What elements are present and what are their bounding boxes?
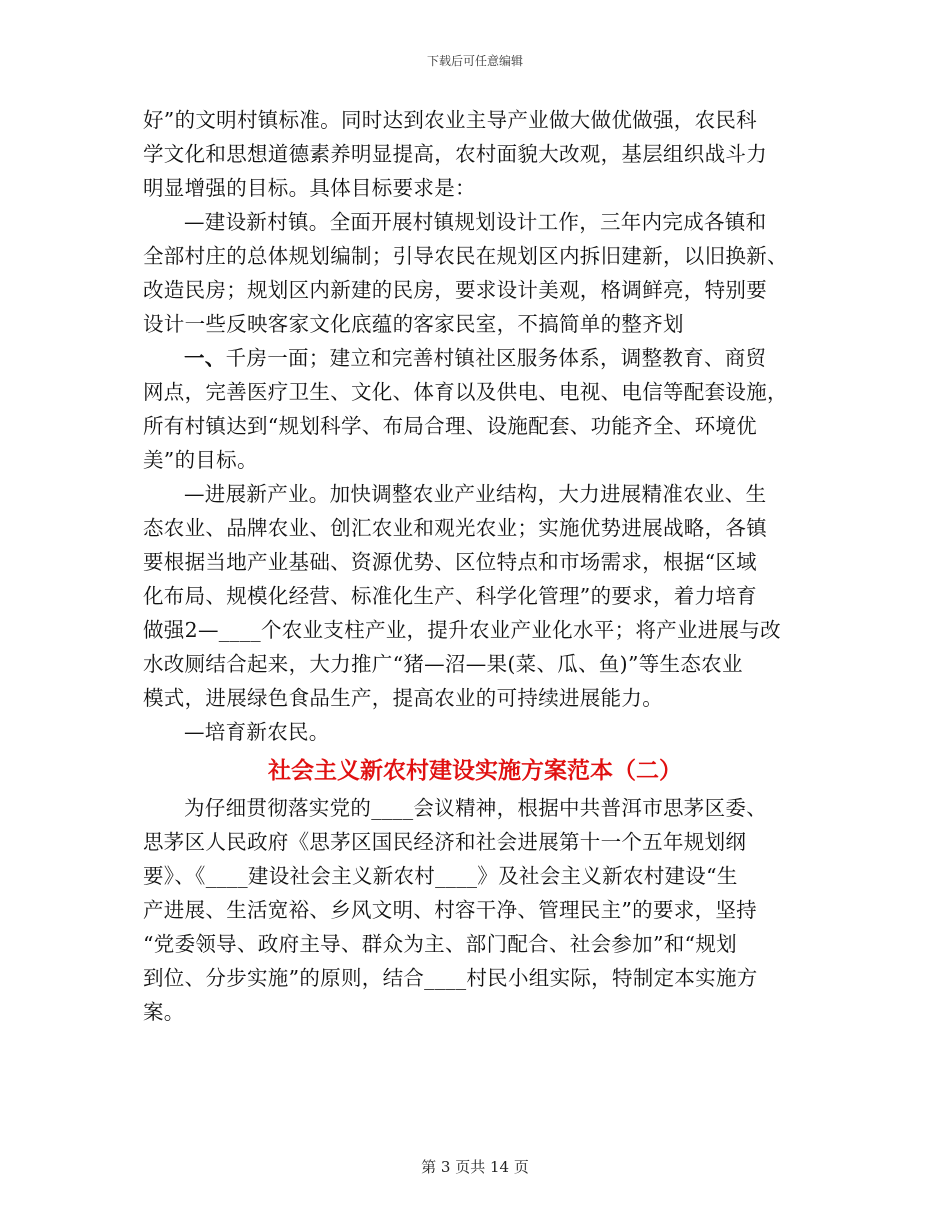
text-line (143, 307, 807, 341)
paragraph (143, 205, 807, 341)
line-text: “党委领导、政府主导、群众为主、部门配合、社会参加”和“规划 (143, 932, 737, 956)
section-title: 社会主义新农村建设实施方案范本（二） (268, 757, 682, 784)
text-line (143, 341, 807, 375)
line-text: 设计一些反映客家文化底蕴的客家民室，不搞简单的整齐划 (143, 312, 684, 336)
text-line (143, 825, 807, 859)
page-header: 下载后可任意编辑 (426, 54, 523, 68)
line-text: 为仔细贯彻落实党的____会议精神，根据中共普洱市思茅区委、 (184, 796, 767, 820)
line-text: 思茅区人民政府《思茅区国民经济和社会进展第十一个五年规划纲 (143, 830, 747, 854)
line-text: 模式，进展绿色食品生产，提高农业的可持续进展能力。 (143, 686, 663, 710)
text-line (143, 791, 807, 825)
line-text: 全部村庄的总体规划编制；引导农民在规划区内拆旧建新，以旧换新、 (143, 244, 788, 268)
list-marker: 一、 (184, 346, 226, 370)
line-text: 要根据当地产业基础、资源优势、区位特点和市场需求，根据“区域 (143, 550, 757, 574)
text-line (143, 859, 807, 893)
text-line (143, 647, 807, 681)
paragraph (143, 791, 807, 1029)
text-line (143, 961, 807, 995)
line-text: 好”的文明村镇标准。同时达到农业主导产业做大做优做强，农民科 (143, 108, 757, 132)
text-line (143, 681, 807, 715)
text-line (143, 715, 807, 749)
text-line (143, 545, 807, 579)
paragraph (143, 103, 807, 205)
text-line (143, 893, 807, 927)
line-text: —培育新农民。 (184, 720, 330, 744)
text-line (143, 409, 807, 443)
line-text: 所有村镇达到“规划科学、布局合理、设施配套、功能齐全、环境优 (143, 414, 757, 438)
paragraph (143, 715, 807, 749)
line-text: —进展新产业。加快调整农业产业结构，大力进展精准农业、生 (184, 482, 767, 506)
text-line (143, 927, 807, 961)
text-line (143, 273, 807, 307)
line-text: 要》、《____建设社会主义新农村____》及社会主义新农村建设“生 (143, 864, 738, 888)
line-text: 千房一面；建立和完善村镇社区服务体系，调整教育、商贸 (225, 346, 767, 370)
text-line (143, 477, 807, 511)
text-line (143, 995, 807, 1029)
text-line (143, 375, 807, 409)
line-text: 案。 (143, 1000, 185, 1024)
document-body (143, 103, 807, 1029)
line-text: 做强2—____个农业支柱产业，提升农业产业化水平；将产业进展与改 (143, 618, 781, 642)
line-text: 网点，完善医疗卫生、文化、体育以及供电、电视、电信等配套设施， (143, 380, 788, 404)
text-line (143, 205, 807, 239)
line-text: 改造民房；规划区内新建的民房，要求设计美观，格调鲜亮，特别要 (143, 278, 767, 302)
page-footer: 第 3 页共 14 页 (421, 1158, 529, 1176)
line-text: 化布局、规模化经营、标准化生产、科学化管理”的要求，着力培育 (143, 584, 757, 608)
text-line (143, 137, 807, 171)
line-text: —建设新村镇。全面开展村镇规划设计工作，三年内完成各镇和 (184, 210, 767, 234)
text-line (143, 511, 807, 545)
paragraph (143, 341, 807, 477)
line-text: 学文化和思想道德素养明显提高，农村面貌大改观，基层组织战斗力 (143, 142, 767, 166)
text-line (143, 613, 807, 647)
line-text: 产进展、生活宽裕、乡风文明、村容干净、管理民主”的要求，坚持 (143, 898, 757, 922)
text-line (143, 103, 807, 137)
line-text: 态农业、品牌农业、创汇农业和观光农业；实施优势进展战略，各镇 (143, 516, 767, 540)
paragraph (143, 477, 807, 715)
line-text: 美”的目标。 (143, 448, 258, 472)
text-line (143, 239, 807, 273)
line-text: 明显增强的目标。具体目标要求是： (143, 176, 476, 200)
line-text: 水改厕结合起来，大力推广“猪—沼—果(菜、瓜、鱼)”等生态农业 (143, 652, 743, 676)
text-line (143, 579, 807, 613)
line-text: 到位、分步实施”的原则，结合____村民小组实际，特制定本实施方 (143, 966, 758, 990)
text-line (143, 443, 807, 477)
text-line (143, 171, 807, 205)
